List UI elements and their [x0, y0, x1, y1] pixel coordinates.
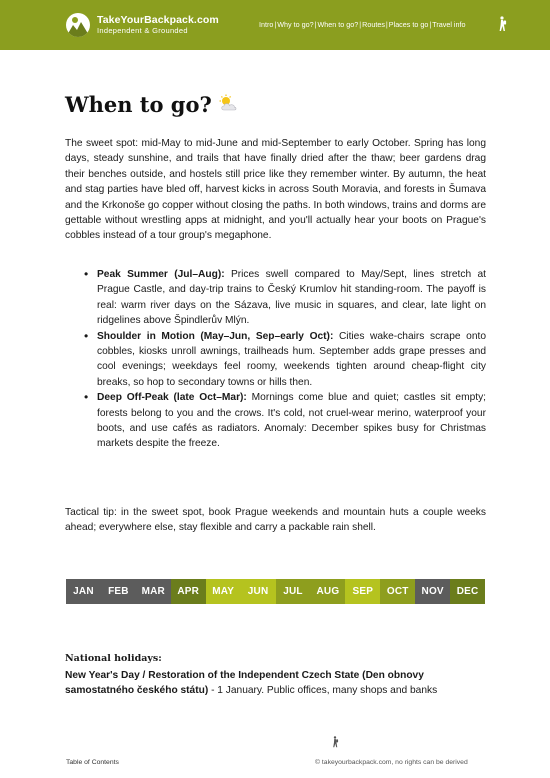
- season-label: Peak Summer (Jul–Aug):: [97, 269, 225, 280]
- holiday-entry: [65, 668, 486, 699]
- holiday-name: New Year's Day / Restoration of the Independent Czech State (Den obnovy samostatného českého státu): [65, 670, 424, 697]
- table-of-contents-link[interactable]: Table of Contents: [66, 759, 119, 766]
- month-may: MAY: [206, 579, 241, 604]
- page-title-text: When to go?: [65, 92, 212, 117]
- nav-item-travel-info[interactable]: Travel info: [432, 20, 466, 29]
- intro-paragraph: The sweet spot: mid-May to mid-June and mid-September to early October. Spring has long days, steady sunshine, and trails that have finally dried after the thaw; beer gardens drag their benches outside, and hostels still price like they remember winter. By autumn, the heat and stag parties have bled off, harvest kicks in across South Moravia, and forests in Šumava and the Krkonoše go copper without closing the paths. In both windows, trains and dorms are gettable without wrestling apps at midnight, and you'll actually hear your boots on Prague's cobbles instead of a tour group's megaphone.: [65, 138, 486, 242]
- season-text: Prices swell compared to May/Sept, lines stretch at Prague Castle, and day-trip trains to Český Krumlov hit standing-room. The payoff is real: warm river days on the Sázava, live music in squares, and clear, late light on ridgelines above Špindlerův Mlýn.: [97, 269, 486, 327]
- hiker-icon: [331, 735, 339, 753]
- section-header: [65, 90, 485, 120]
- hiker-icon[interactable]: [497, 16, 507, 37]
- month-oct: OCT: [380, 579, 415, 604]
- season-text: Mornings come blue and quiet; castles sit empty; forests belong to you and the crows. It's cold, not cruel-wear merino, waterproof your boots, and use cafés as radiators. Anomaly: December spikes busy for Christmas markets despite the freeze.: [97, 392, 486, 450]
- logo-icon[interactable]: [66, 13, 90, 37]
- top-nav: [259, 20, 466, 29]
- month-nov: NOV: [415, 579, 450, 604]
- list-item: [97, 267, 486, 329]
- page-title: [65, 90, 485, 120]
- nav-separator: |: [429, 20, 432, 29]
- brand-tagline: Independent & Grounded: [97, 26, 188, 35]
- brand[interactable]: [97, 14, 219, 36]
- month-sep: SEP: [345, 579, 380, 604]
- tactical-tip: Tactical tip: in the sweet spot, book Prague weekends and mountain huts a couple weeks ahead; everywhere else, stay flexible and carry a packable rain shell.: [65, 507, 486, 534]
- nav-item-routes[interactable]: Routes: [362, 20, 385, 29]
- brand-name[interactable]: TakeYourBackpack.com: [97, 14, 219, 26]
- month-jul: JUL: [276, 579, 311, 604]
- month-dec: DEC: [450, 579, 485, 604]
- top-bar: [0, 0, 550, 50]
- month-jan: JAN: [66, 579, 101, 604]
- nav-item-places-to-go[interactable]: Places to go: [388, 20, 429, 29]
- holidays-section: [65, 652, 486, 699]
- nav-separator: |: [385, 20, 388, 29]
- nav-item-intro[interactable]: Intro: [259, 20, 274, 29]
- season-label: Deep Off-Peak (late Oct–Mar):: [97, 392, 247, 404]
- season-label: Shoulder in Motion (May–Jun, Sep–early Oct):: [97, 330, 334, 342]
- month-mar: MAR: [136, 579, 171, 604]
- season-text: Cities wake-chairs scrape onto cobbles, kiosks unroll awnings, trailheads hum. September adds grape presses and cool evenings; weekdays feel roomy, weekends tighten around cheap-flight city breaks, so hop to secondary towns or hills then.: [97, 330, 486, 388]
- month-apr: APR: [171, 579, 206, 604]
- month-jun: JUN: [241, 579, 276, 604]
- nav-item-why-to-go[interactable]: Why to go?: [277, 20, 314, 29]
- month-aug: AUG: [310, 579, 345, 604]
- nav-separator: |: [314, 20, 317, 29]
- nav-item-when-to-go[interactable]: When to go?: [317, 20, 359, 29]
- footer-credit: © takeyourbackpack.com, no rights can be derived: [315, 759, 468, 766]
- month-feb: FEB: [101, 579, 136, 604]
- month-bar: [66, 579, 485, 604]
- sun-behind-cloud-icon: [218, 90, 238, 120]
- list-item: [97, 329, 486, 391]
- nav-separator: |: [359, 20, 362, 29]
- holiday-text: - 1 January. Public offices, many shops and banks: [208, 685, 438, 697]
- nav-separator: |: [274, 20, 277, 29]
- seasons-list: [97, 267, 486, 452]
- list-item: [97, 390, 486, 452]
- holidays-heading: National holidays:: [65, 653, 162, 664]
